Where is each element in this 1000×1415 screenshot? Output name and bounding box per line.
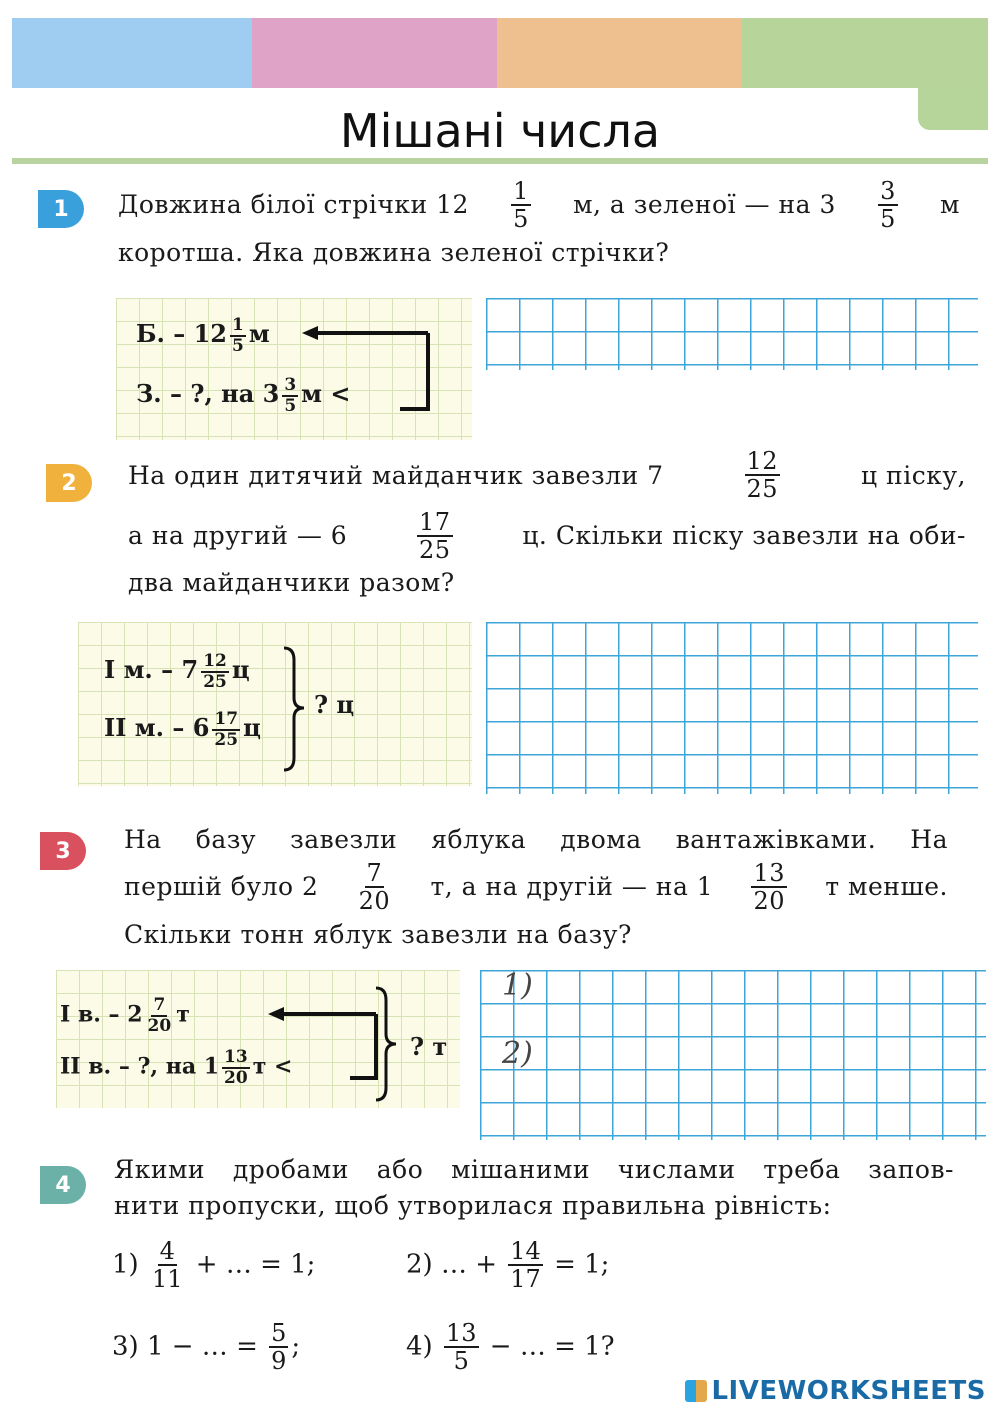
equation-2: 2) … + $\frac{14}{17}$ = 1; [406,1237,610,1294]
task-4-badge: 4 [40,1166,86,1204]
task-2-condition-panel [78,622,472,786]
equation-4: 4) $\frac{13}{5}$ − … = 1? [406,1319,615,1376]
task-1-text: Довжина білої стрічки 12 $\frac{1}{5}$ м, а зеленої — на 3 $\frac{3}{5}$ м коротша. Яка довжина зеленої стрічки? [118,177,960,267]
task-1-note-2: З. – ?, на 3 $\frac{3}{5}$ м < [136,375,351,416]
header-band-blue [12,18,252,88]
task-2-note-1: І м. – 7 $\frac{12}{25}$ ц [104,651,250,692]
header-band-green [742,18,988,88]
liveworksheets-logo: LIVEWORKSHEETS [685,1376,986,1406]
header-band-pink [252,18,497,88]
liveworksheets-icon [685,1380,707,1402]
task-1-arrow [300,325,440,415]
task-3-badge: 3 [40,832,86,870]
task-3-note-1: І в. – 2 $\frac{7}{20}$ т [60,995,190,1036]
task-3-handwritten-1: 1) [502,968,533,1003]
task-3-brace-label: ? т [410,1032,448,1061]
fraction: $\frac{3}{5}$ [880,177,896,234]
task-3-text: На базу завезли яблука двома вантажівками. На першій було 2 $\frac{7}{20}$ т, а на другій — на 1 $\frac{13}{20}$ т менше. Скільки тонн яблук завезли на базу? [124,825,948,949]
task-2-brace [280,646,310,774]
page-title: Мішані числа [339,104,661,158]
task-4-text: Якими дробами або мішаними числами треба запов- нити пропуски, щоб утворилася правильна рівність: [114,1155,954,1221]
equation-3: 3) 1 − … = $\frac{5}{9}$ ; [112,1319,301,1376]
task-2-badge: 2 [46,464,92,502]
title-rule [12,158,988,164]
task-3-note-2: ІІ в. – ?, на 1 $\frac{13}{20}$ т < [60,1047,293,1088]
task-2-brace-label: ? ц [314,690,355,719]
task-3-handwritten-2: 2) [502,1036,533,1071]
task-2-note-2: ІІ м. – 6 $\frac{17}{25}$ ц [104,709,261,750]
equation-1: 1) $\frac{4}{11}$ + … = 1; [112,1237,316,1294]
header-band-orange [497,18,742,88]
task-3-answer-grid[interactable] [480,970,986,1140]
task-2-answer-grid[interactable] [486,622,978,794]
task-3-arrow [264,1006,384,1086]
task-1-note-1: Б. – 12 $\frac{1}{5}$ м [136,315,270,356]
fraction: $\frac{1}{5}$ [513,177,529,234]
task-3-brace [372,986,402,1102]
task-2-text: На один дитячий майданчик завезли 7 $\frac{12}{25}$ ц піску, а на другий — 6 $\frac{17}{25}$ ц. Скільки піску завезли на оби- два майданчики разом? [128,447,966,597]
task-1-badge: 1 [38,190,84,228]
task-1-answer-grid[interactable] [486,298,978,370]
